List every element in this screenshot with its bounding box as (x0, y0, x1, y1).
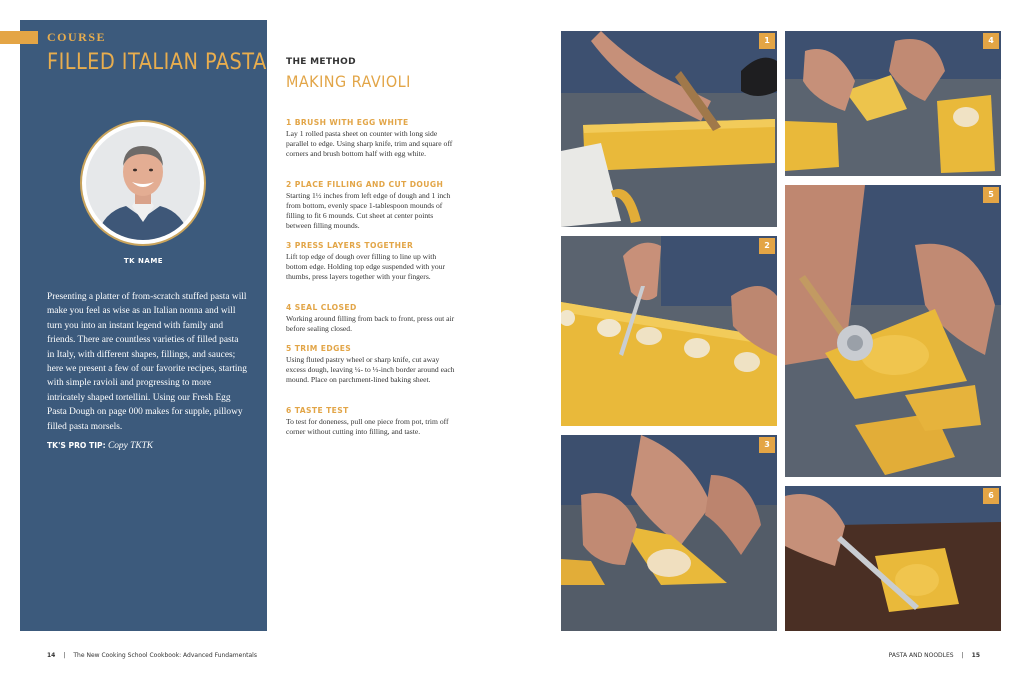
step-photo-1 (561, 31, 777, 227)
left-page-number: 14 (47, 652, 56, 659)
step-photo-6 (785, 486, 1001, 631)
step-text: To test for doneness, pull one piece from pot, trim off corner without cutting into filling, and taste. (286, 417, 449, 437)
step-photo-2 (561, 236, 777, 426)
right-page-footer (889, 652, 980, 659)
step-heading: 4 SEAL CLOSED (286, 303, 357, 312)
method-step-3 (286, 241, 456, 282)
pro-tip (47, 441, 153, 451)
step-heading: 1 BRUSH WITH EGG WHITE (286, 118, 409, 127)
photo-seal-closed (785, 31, 1001, 176)
chef-name: TK NAME (123, 257, 164, 265)
step-badge: 6 (983, 488, 999, 504)
step-heading: 2 PLACE FILLING AND CUT DOUGH (286, 180, 444, 189)
photo-taste-test (785, 486, 1001, 631)
course-label: COURSE (47, 30, 107, 44)
method-step-4 (286, 303, 456, 334)
method-step-2 (286, 180, 456, 231)
right-page-number: 15 (971, 652, 980, 659)
step-text: Starting 1½ inches from left edge of dough and 1 inch from bottom, evenly space 1-tablespoon mounds of filling to fit 6 mounds. Cut sheet at center points between filling mounds. (286, 191, 451, 231)
step-text: Lift top edge of dough over filling to line up with bottom edge. Holding top edge suspended with your thumbs, press layers together with your fingers. (286, 252, 446, 282)
method-step-6 (286, 406, 456, 437)
photo-trim-edges (785, 185, 1001, 477)
step-heading: 5 TRIM EDGES (286, 344, 352, 353)
left-page-footer (47, 652, 257, 659)
photo-brush-egg-white (561, 31, 777, 227)
photo-press-layers (561, 435, 777, 631)
course-tab-marker (0, 31, 38, 44)
page-title: FILLED ITALIAN PASTA (47, 50, 267, 75)
footer-separator: | (961, 652, 964, 659)
step-badge: 3 (759, 437, 775, 453)
method-title: MAKING RAVIOLI (286, 72, 411, 91)
step-text: Using fluted pastry wheel or sharp knife, cut away excess dough, leaving ¼- to ⅓-inch border around each mound. Place on parchment-lined baking sheet. (286, 355, 455, 385)
pro-tip-label: TK'S PRO TIP: (47, 441, 106, 450)
step-photo-4 (785, 31, 1001, 176)
footer-separator: | (63, 652, 66, 659)
photo-place-filling (561, 236, 777, 426)
step-heading: 3 PRESS LAYERS TOGETHER (286, 241, 414, 250)
step-text: Lay 1 rolled pasta sheet on counter with long side parallel to edge. Using sharp knife, trim and square off corners and brush bottom half with egg white. (286, 129, 453, 159)
book-title: The New Cooking School Cookbook: Advanced Fundamentals (73, 652, 257, 659)
step-text: Working around filling from back to front, press out air before sealing closed. (286, 314, 455, 334)
chef-portrait (80, 120, 206, 246)
step-badge: 1 (759, 33, 775, 49)
step-photo-5 (785, 185, 1001, 477)
chef-portrait-image (86, 126, 200, 240)
step-badge: 2 (759, 238, 775, 254)
step-heading: 6 TASTE TEST (286, 406, 349, 415)
method-label: THE METHOD (286, 57, 356, 67)
method-step-5 (286, 344, 456, 385)
pro-tip-text: Copy TKTK (107, 441, 154, 451)
method-step-1 (286, 118, 456, 159)
step-badge: 4 (983, 33, 999, 49)
section-name: PASTA AND NOODLES (888, 652, 954, 659)
intro-paragraph: Presenting a platter of from-scratch stuffed pasta will make you feel as wise as an Italian nonna and will turn you into an instant legend with family and friends. There are countless varieties of filled pasta in Italy, with different shapes, fillings, and sauces; here we present a few of our favorite recipes, starting with simple ravioli and progressing to more intricately shaped tortellini. Using our Fresh Egg Pasta Dough on page 000 makes for supple, pillowy filled pasta morsels. (47, 292, 247, 432)
step-photo-3 (561, 435, 777, 631)
step-badge: 5 (983, 187, 999, 203)
